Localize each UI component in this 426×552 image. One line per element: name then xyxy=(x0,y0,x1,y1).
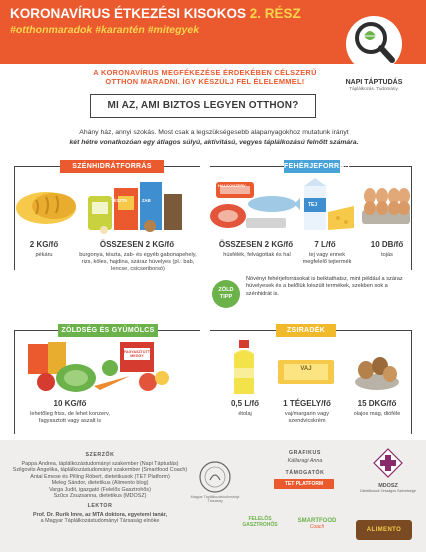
butter-qty: 1 TÉGELY/fő xyxy=(283,399,331,408)
canned-box-label: HALKONZERV xyxy=(218,183,246,188)
eggs-desc: tojás xyxy=(381,252,393,258)
pasta-box-label: TÉSZTA xyxy=(111,198,127,203)
veg-desc: lehetőleg friss, de lehet konzerv, fagyasztott vagy aszalt is xyxy=(30,411,110,424)
milk-desc: tej vagy ennek megfelelő tejtermék xyxy=(302,252,352,265)
intro-line-2: OTTHON MARADNI. ÍGY KÉSZÜLJ FEL ÉLELEMMEL! xyxy=(105,77,305,86)
eggs-qty: 10 DB/fő xyxy=(370,240,404,249)
reviewer-line-2: a Magyar Táplálkozástudományi Társaság elnöke xyxy=(40,518,160,525)
mdosz-desc: Dietetikusok Országos Szövetsége xyxy=(360,489,416,493)
butter-box-label: VAJ xyxy=(300,366,312,372)
carbs-title: SZÉNHIDRÁTFORRÁS xyxy=(60,160,164,173)
grains-pasta-icon xyxy=(84,178,184,234)
lead-line-2: két hétre vonatkozóan egy átlagos súlyú, aktivitású, vegyes táplálkozású felnőtt számára. xyxy=(69,139,359,146)
author-3: Antal Emese és Pilling Róbert, dietetikusok (TET Platform) xyxy=(30,473,170,480)
supporters-heading: TÁMOGATÓK xyxy=(285,470,325,476)
oil-desc: étolaj xyxy=(238,411,252,417)
smartfood-logo xyxy=(292,518,342,530)
veg-qty: 10 KG/fő xyxy=(53,399,87,408)
grains-qty: ÖSSZESEN 2 KG/fő xyxy=(99,240,175,249)
fat-title: ZSIRADÉK xyxy=(276,324,336,337)
smartfood-sub: Coach xyxy=(309,524,325,530)
bread-icon xyxy=(14,182,78,232)
question-box: MI AZ, AMI BIZTOS LEGYEN OTTHON? xyxy=(90,94,316,118)
green-tip-badge xyxy=(212,280,240,308)
title-part: 2. RÉSZ xyxy=(249,6,301,21)
smartfood-name: SMARTFOOD xyxy=(297,518,337,524)
tet-platform-logo: TET PLATFORM xyxy=(274,479,334,489)
intro-line-1: A KORONAVÍRUS MEGFÉKEZÉSE ÉRDEKÉBEN CÉLSZERŰ xyxy=(93,68,317,77)
bread-desc: pékáru xyxy=(35,252,53,258)
logo-name: NAPI TÁPTUDÁS xyxy=(345,79,403,86)
reviewer-line-1: Prof. Dr. Rurik Imre, az MTA doktora, egyetemi tanár, xyxy=(33,512,167,518)
felelos-gasztrohos-logo: FELELŐS GASZTROHŐS xyxy=(242,516,278,528)
napi-taptudas-logo xyxy=(330,14,418,104)
mdosz-name: MDOSZ xyxy=(378,483,398,489)
oil-bottle-icon xyxy=(226,338,262,398)
lead-text xyxy=(34,128,394,148)
frozen-box-label: FAGYASZTOTT MEGGY xyxy=(124,350,150,359)
nuts-qty: 15 DKG/fő xyxy=(357,399,397,408)
mdosz-cross-icon xyxy=(373,448,403,478)
page-title: KORONAVÍRUS ÉTKEZÉSI KISOKOS 2. RÉSZ xyxy=(10,6,301,21)
logo-tagline: Táplálkozás. Tudomány. xyxy=(349,86,399,91)
graphics-heading: GRAFIKUS xyxy=(289,450,321,456)
author-4: Meleg Sándor, dietetikus (Alimento blog) xyxy=(51,480,149,487)
reviewer-heading: LEKTOR xyxy=(87,503,113,509)
bread-qty: 2 KG/fő xyxy=(29,240,59,249)
nutrition-society-logo xyxy=(198,460,232,494)
tip-badge-line-1: ZÖLD xyxy=(218,287,234,293)
hashtags: #otthonmaradok #karantén #mitegyek xyxy=(10,24,200,36)
nutrition-society-name: Magyar Táplálkozástudományi Társaság xyxy=(190,495,240,503)
milk-cheese-icon xyxy=(298,176,356,234)
tip-text: Növényi fehérjeforrásokat is beiktathatsz, mint például a száraz hüvelyesek és a belőlük készült termékek, szekben sok a szénhidrát is. xyxy=(246,276,403,297)
mdosz-logo xyxy=(360,448,416,493)
grains-desc: burgonya, tészta, zab- és egyéb gabonapehely, rizs, köles, hajdina, száraz hüvelyes (pl.: bab, lencse, csicseriborsó) xyxy=(79,252,197,272)
magnifier-icon xyxy=(344,14,404,72)
milk-box-label: TEJ xyxy=(308,202,318,208)
authors-heading: SZERZŐK xyxy=(85,452,115,458)
author-5: Varga Judit, igazgató (Felelős Gasztrohős) xyxy=(49,486,151,493)
reviewer xyxy=(10,512,190,525)
meat-qty: ÖSSZESEN 2 KG/fő xyxy=(218,240,294,249)
protein-title: FEHÉRJEFORRÁS xyxy=(284,160,340,173)
tip-badge-line-2: TIPP xyxy=(219,294,233,300)
veg-title: ZÖLDSÉG ÉS GYÜMÖLCS xyxy=(58,324,158,337)
nuts-icon xyxy=(352,344,402,392)
nuts-desc: olajos mag, dióféle xyxy=(353,411,401,417)
authors-list xyxy=(10,461,190,499)
eggs-icon xyxy=(360,180,412,230)
author-2: Szilgovits Angelika, táplálkozástudományi szakember (Smartfood Coach) xyxy=(12,467,188,474)
milk-qty: 7 L/fő xyxy=(314,240,336,249)
vegetables-fruit-icon xyxy=(24,338,172,394)
oil-qty: 0,5 L/fő xyxy=(230,399,259,408)
graphics-name: Kállaragi Anna xyxy=(287,458,323,464)
oat-box-label: ZAB xyxy=(142,198,151,203)
meat-desc: húsfélék, felvágottak és hal xyxy=(223,252,291,258)
author-6: Szűcs Zsuzsanna, dietetikus (MDOSZ) xyxy=(53,493,147,500)
butter-desc: vaj/margarin vagy szendvicskrém xyxy=(284,411,330,424)
author-1: Pappa Andrea, táplálkozástudományi szakember (Napi Táptudás) xyxy=(21,461,179,467)
alimento-logo: ALIMENTO xyxy=(356,520,412,540)
lead-line-1: Ahány ház, annyi szokás. Most csak a legszükségesebb alapanyagokhoz mutatunk irányt xyxy=(79,129,349,136)
